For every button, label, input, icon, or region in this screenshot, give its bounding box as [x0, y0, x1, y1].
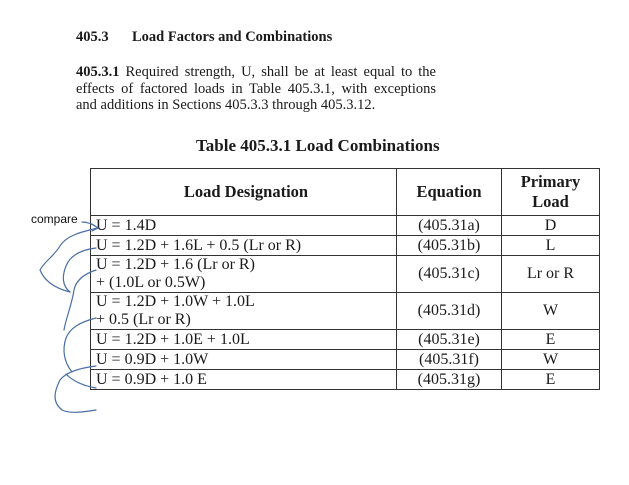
bracket-row-3: [64, 270, 96, 330]
row-primary-load: Lr or R: [502, 256, 600, 293]
row-designation-line1: U = 1.2D + 1.0W + 1.0L: [96, 293, 255, 310]
bracket-row-2: [63, 248, 96, 292]
header-primary-load: Primary Load: [502, 169, 600, 216]
row-designation: U = 1.2D + 1.0E + 1.0L: [91, 330, 397, 350]
row-primary-load: E: [502, 330, 600, 350]
row-designation: U = 0.9D + 1.0W: [91, 350, 397, 370]
row-primary-load: D: [502, 216, 600, 236]
row-primary-load: E: [502, 370, 600, 390]
row-equation: (405.31g): [397, 370, 502, 390]
section-number: 405.3: [76, 29, 109, 45]
header-equation: Equation: [397, 169, 502, 216]
row-primary-load: W: [502, 350, 600, 370]
row-primary-load: W: [502, 293, 600, 330]
row-designation: U = 0.9D + 1.0 E: [91, 370, 397, 390]
row-equation: (405.31b): [397, 236, 502, 256]
row-designation: U = 1.2D + 1.6L + 0.5 (Lr or R): [91, 236, 397, 256]
bracket-row-5: [55, 366, 96, 412]
paragraph-text: Required strength, U, shall be at least equal to the effects of factored loads in Table 405.3.1, with exceptions and additions in Sections 405.3.3 through 405.3.12.: [76, 64, 436, 113]
section-title: Load Factors and Combinations: [132, 29, 333, 45]
bracket-row-6: [66, 374, 96, 388]
header-load-designation: Load Designation: [91, 169, 397, 216]
row-designation-line2: + 0.5 (Lr or R): [96, 311, 191, 328]
row-designation-line2: + (1.0L or 0.5W): [96, 274, 206, 291]
row-equation: (405.31d): [397, 293, 502, 330]
paragraph-number: 405.3.1: [76, 64, 120, 80]
arrowhead-row-1: [92, 224, 98, 231]
row-equation: (405.31f): [397, 350, 502, 370]
row-equation: (405.31e): [397, 330, 502, 350]
table-title: Table 405.3.1 Load Combinations: [196, 136, 440, 155]
row-equation: (405.31a): [397, 216, 502, 236]
row-primary-load: L: [502, 236, 600, 256]
compare-annotation-label: compare: [31, 212, 78, 226]
row-equation: (405.31c): [397, 256, 502, 293]
row-designation: U = 1.4D: [91, 216, 397, 236]
bracket-row-4: [64, 318, 96, 372]
row-designation-line1: U = 1.2D + 1.6 (Lr or R): [96, 256, 255, 273]
bracket-strokes: [40, 222, 98, 412]
